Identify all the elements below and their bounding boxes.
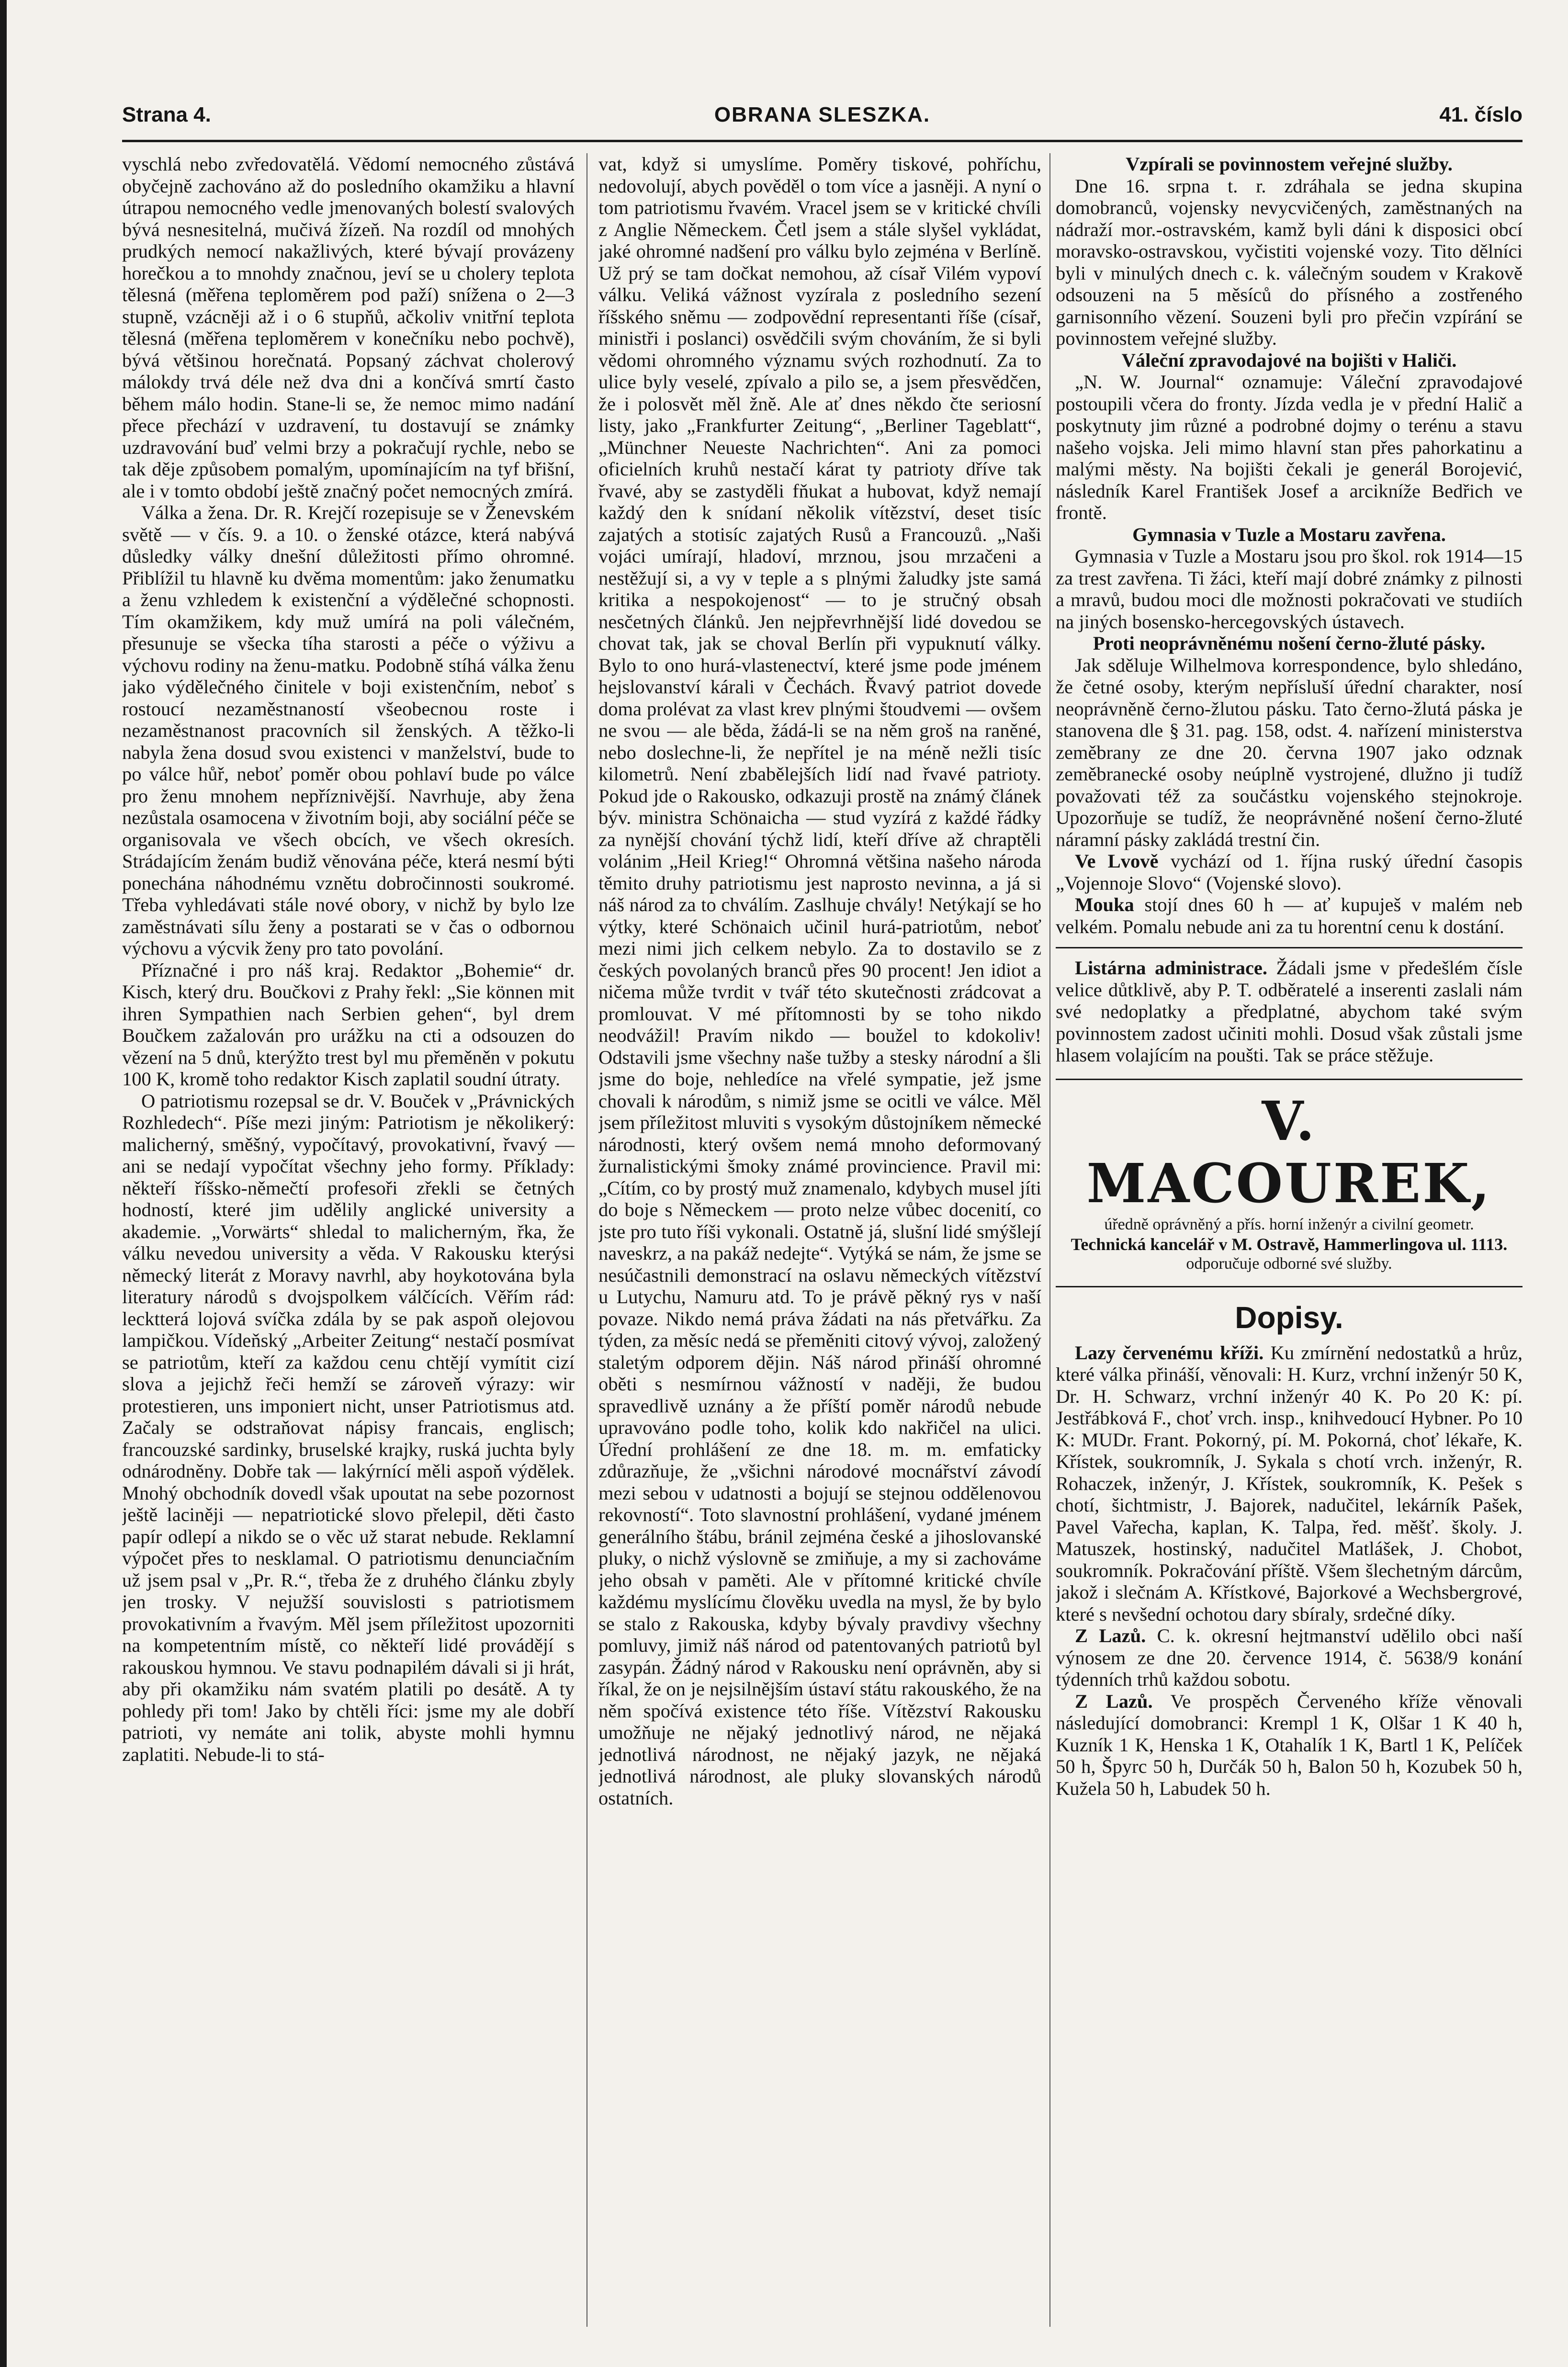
article-title: Váleční zpravodajové na bojišti v Haliči. (1121, 349, 1457, 371)
column-right (1056, 153, 1523, 2336)
article-valka-a-zena: Válka a žena. Dr. R. Krejčí rozepisuje se v Ženevském světě — v čís. 9. a 10. o ženské otázce, která nabývá důsledky války dnešní důležitosti přímo ohromné. Přiblížil tu hlavně ku dvěma momentům: jako ženumatku a ženu vzhledem k existenční a výdělečné schopnosti. Tím okamžikem, kdy muž umírá na poli válečném, přesunuje se všecka tíha starosti a péče o výživu a výchovu rodiny na ženu-matku. Podobně stíhá válka ženu jako výdělečného činitele v boji existenčním, neboť s rostoucí nezaměstnaností všeobecnou roste i nezaměstnanost pracovních sil ženských. A těžko-li nabyla žena dosud svou existenci v manželství, bude to po válce hůř, neboť poměr obou pohlaví bude po válce pro ženu mnohem nepříznivější. Navrhuje, aby žena nezůstala osamocena v životním boji, aby sociální péče se organisovala ve všech obcích, ve všech okresích. Strádajícím ženám budiž věnována péče, která nesmí býti ponechána náhodnému vznětu dobročinnosti soukromé. Třeba vyhledávati stále nové obory, v nichž by bylo lze zaměstnávati sílu ženy a postarati se v čas o odbornou výchovu a výcvik ženy pro tato povolání. (122, 502, 575, 959)
issue-number: 41. číslo (1439, 103, 1523, 126)
short-news-title: Ve Lvově (1075, 850, 1159, 872)
advertiser-name: V. MACOUREK, (1086, 1090, 1492, 1215)
letter-title: Z Lazů. (1075, 1690, 1153, 1712)
short-news-title: Mouka (1075, 894, 1134, 915)
article-title: Proti neoprávněnému nošení černo-žluté pásky. (1093, 632, 1486, 654)
article-body: Dne 16. srpna t. r. zdráhala se jedna skupina domobranců, vojensky nevycvičených, zaměstnaných na nádraží mor.-ostravském, kamž byli dáni k disposici obcí moravsko-ostravskou, vyčistiti vojenské vozy. Tito dělníci byli v minulých dnech c. k. válečným soudem v Krakově odsouzeni na 5 měsíců do přísného a zostřeného garnisonního vězení. Souzeni byli pro přečin vzpírání se povinnostem veřejné služby. (1056, 175, 1523, 349)
advertiser-title: úředně oprávněný a přís. horní inženýr a civilní geometr. (1104, 1215, 1474, 1233)
column-middle (598, 153, 1041, 2336)
article-cholera-continued: vyschlá nebo zvředovatělá. Vědomí nemocného zůstává obyčejně zachováno až do posledního okamžiku a hlavní útrapou nemocného vedle jmenovaných bolestí svalových bývá nesnesitelná, mučivá žízeň. Na rozdíl od mnohých prudkých nemocí nakažlivých, které bývají provázeny horečkou a to mnohdy značnou, jeví se u cholery teplota tělesná (měřena teploměrem pod paží) snížena o 2—3 stupně, vzácněji až i o 6 stupňů, ačkoliv vnitřní teplota tělesná (měřena teploměrem v konečníku nebo pochvě), bývá většinou horečnatá. Popsaný záchvat cholerový málokdy trvá déle než dva dni a končívá smrtí často během málo hodin. Stane-li se, že nemoc mimo nadání přece přechází v uzdravení, tu dostavují se známky uzdravování buď velmi brzy a pokračují rychle, nebo se tak děje způsobem pomalým, upomínajícím na tyf břišní, ale i v tomto období ještě značný počet nemocných zmírá. (122, 153, 575, 502)
letter-text: Ku zmírnění nedostatků a hrůz, které válka přináší, věnovali: H. Kurz, vrchní inženýr 50 K, Dr. H. Schwarz, vrchní inženýr 40 K. Po 20 K: pí. Jestřábková F., choť vrch. insp., knihvedoucí Hybner. Po 10 K: MUDr. Frant. Pokorný, pí. M. Pokorná, choť lékaře, K. Křístek, soukromník, J. Sykala s chotí vrch. inženýr, R. Rohaczek, inženýr, J. Křístek, soukromník, K. Pešek s chotí, šichtmistr, J. Bajorek, nadučitel, lekárník Pašek, Pavel Vařecha, kaplan, K. Talpa, řed. měšť. školy. J. Matuszek, hostinský, nadučitel Matlášek, J. Chobot, soukromník. Pokračování příště. Všem šlechetným dárcům, jakož i slečnám A. Křístkové, Bajorkové a Wechsbergrové, které s nevšední ochotou dary sbíraly, srdečné díky. (1056, 1341, 1523, 1625)
notice-text: Žádali jsme v předešlém čísle velice důtklivě, aby P. T. odběratelé a inserenti zaslali nám své nedoplatky a předplatné, abychom také svým povinnostem zadost učiniti mohli. Dosud však zůstali jsme hlasem volajícím na poušti. Tak se práce stěžuje. (1056, 957, 1523, 1066)
article-priznacne: Příznačné i pro náš kraj. Redaktor „Bohemie“ dr. Kisch, který dru. Boučkovi z Prahy řekl: „Sie können mit ihren Sympathien nach Serbien gehen“, byl drem Boučkem zažalován pro urážku na cti a odsouzen do vězení na 5 dnů, kterýžto trest byl mu přeměněn v pokutu 100 K, kromě toho redaktor Kisch zaplatil soudní útraty. (122, 959, 575, 1090)
advertiser-services: odporučuje odborné své služby. (1186, 1254, 1392, 1273)
article-o-patriotismu: O patriotismu rozepsal se dr. V. Bouček v „Právnických Rozhledech“. Píše mezi jiným: Patriotism je několikerý: malicherný, směšný, vypočítavý, provokativní, řvavý — ani se nedají vypočítat všechny jeho formy. Příklady: někteří říšsko-němečtí profesoři zřekli se četných hodností, které jim udělily anglické university a akademie. „Vorwärts“ shledal to malicherným, řka, že válku nevedou university a věda. V Rakousku kterýsi německý literát z Moravy navrhl, aby hoykotována byla literatury národů s dvojspolkem válčících. Věřím rád: lecktterá lojová svíčka zdála by se pak aspoň olejovou lampičkou. Vídeňský „Arbeiter Zeitung“ nestačí posmívat se patriotům, kteří za každou cenu chtějí vymítit cizí slova a jejichž řeči hemží se zároveň výrazy: wir protestieren, uns imponiert nicht, unser Patriotismus atd. Začaly se odstraňovat nápisy francais, englisch; francouzské sardinky, bruselské krajky, ruská juchta byly odnárodněny. Dobře tak — lakýrnící měli aspoň výdělek. Mnohý obchodník dovedl však upoutat na sebe pozornost ještě laciněji — nepatriotické slovo přelepil, děti často papír odlepí a nikdo se o věc už starat nebude. Reklamní výpočet přes to nesklamal. O patriotismu denunciačním už jsem psal v „Pr. R.“, třeba že z druhého článku zbyly jen trosky. V nejužší souvislosti s patriotismem provokativním a řvavým. Měl jsem příležitost upozorniti na kompetentním místě, co někteří lidé provádějí s rakouskou hymnou. Ve stavu podnapilém dávali si ji hrát, aby při okamžiku nám svatém platili po desátě. A ty pohledy při tom! Jako by chtěli říci: jsme my ale dobří patrioti, vy nemáte ani tolik, abyste mohli hymnu zaplatiti. Nebude-li to stá- (122, 1090, 575, 1765)
short-news-mouka (1056, 894, 1523, 937)
short-news-lvov (1056, 850, 1523, 894)
letter-item (1056, 1342, 1523, 1625)
article-title: Vzpírali se povinnostem veřejné služby. (1126, 153, 1453, 175)
newspaper-title: OBRANA SLESZKA. (714, 103, 931, 126)
page-header (122, 103, 1523, 136)
article-body: Gymnasia v Tuzle a Mostaru jsou pro škol. rok 1914—15 za trest zavřena. Ti žáci, kteří mají dobré známky z pilnosti a mravů, budou moci dle možnosti pokračovati ve studiích na jiných bosensko-hercegovských ústavech. (1056, 545, 1523, 632)
letter-text: Ve prospěch Červeného kříže věnovali následující domobranci: Krempl 1 K, Olšar 1 K 40 h, Kuzník 1 K, Henska 1 K, Otahalík 1 K, Bartl 1 K, Pelíček 50 h, Špyrc 50 h, Durčák 50 h, Balon 50 h, Kozubek 50 h, Kužela 50 h, Labudek 50 h. (1056, 1690, 1523, 1799)
section-heading-letters: Dopisy. (1235, 1300, 1343, 1335)
column-left (122, 153, 575, 2336)
letter-item (1056, 1691, 1523, 1800)
letter-item (1056, 1625, 1523, 1691)
page-number: Strana 4. (122, 103, 211, 126)
letter-title: Lazy červenému kříži. (1075, 1341, 1264, 1364)
article-title: Gymnasia v Tuzle a Mostaru zavřena. (1132, 523, 1446, 545)
letter-text: C. k. okresní hejtmanství udělilo obci naší výnosem ze dne 20. července 1914, č. 5638/9 konání týdenních trhů každou sobotu. (1056, 1625, 1523, 1690)
short-news-text: vychází od 1. října ruský úřední časopis „Vojennoje Slovo“ (Vojenské slovo). (1056, 850, 1523, 894)
notice-title: Listárna administrace. (1075, 957, 1268, 979)
article-body: „N. W. Journal“ oznamuje: Váleční zpravodajové postoupili včera do fronty. Jízda vedla je v přední Halič a poskytnuty jim různé a podrobné dojmy o terénu a stavu našeho vojska. Jeli mimo hlavní stan přes pahorkatinu a malými městy. Na bojišti čekali je generál Borojević, následník Karel František Josef a arcikníže Bedřich ve frontě. (1056, 371, 1523, 523)
advertiser-office: Technická kancelář v M. Ostravě, Hammerlingova ul. 1113. (1071, 1234, 1508, 1254)
column-divider (1049, 153, 1050, 2327)
section-rule (1056, 947, 1523, 948)
short-news-text: stojí dnes 60 h — ať kupuješ v malém neb velkém. Pomalu nebude ani za tu horentní cenu k dostání. (1056, 894, 1523, 937)
notice-listarna (1056, 957, 1523, 1066)
advertisement-macourek (1056, 1079, 1523, 1287)
letter-title: Z Lazů. (1075, 1625, 1146, 1646)
article-body: Jak sděluje Wilhelmova korrespondence, bylo shledáno, že četné osoby, kterým nepřísluší úřední charakter, nosí neoprávněně černo-žlutou pásku. Tato černo-žlutá páska je stanovena dle § 31. pag. 158, odst. 4. nařízení ministerstva zeměbrany ze dne 20. června 1907 jako odznak zeměbranecké osoby neúplně vystrojené, dlužno ji tudíž považovati též za součástku vojenského stejnokroje. Upozorňuje se tudíž, že neoprávněné nošení černo-žluté náramní pásky zakládá trestní čin. (1056, 654, 1523, 850)
article-patriotismus-continued: vat, když si umyslíme. Poměry tiskové, pohříchu, nedovolují, abych pověděl o tom více a jasněji. A nyní o tom patriotismu řvavém. Vracel jsem se v kritické chvíli z Anglie Německem. Četl jsem a stále slyšel vykládat, jaké ohromné nadšení pro válku bylo zejména v Berlíně. Už prý se tam dočkat nemohou, až císař Vilém vypoví válku. Veliká vážnost vyzírala z posledního sezení říšského sněmu — zodpovědní representanti říše (císař, ministři i poslanci) osvědčili svým chováním, že si byli vědomi ohromného významu svých rozhodnutí. Za to ulice byly veselé, zpívalo a pilo se, a jsem přesvědčen, že i polosvět měl žně. Ale ať dnes někdo čte seriosní listy, jako „Frankfurter Zeitung“, „Berliner Tageblatt“, „Münchner Neueste Nachrichten“. Ani za pomoci oficielních kruhů nestačí kárat ty patrioty dříve tak řvavé, aby se zastyděli fňukat a hubovat, když nemají každý den k snídaní několik vítězství, deset tisíc zajatých a stotisíc zajatých Rusů a Francouzů. „Naši vojáci umírají, hladoví, mrznou, jsou mrzačeni a nestěžují si, a vy v teple a s plnými žaludky jste samá kritika a nespokojenost“ — to je stručný obsah nesčetných článků. Jen nejpřevrhnější lidé dovedou se chovat tak, jak se choval Berlín při vypuknutí války. Bylo to ono hurá-vlastenectví, které jsme pode jménem hejslovanství kárali v Čechách. Řvavý patriot dovede doma prolévat za vlast krev plnými štoudvemi — ovšem ne svou — ale běda, žádá-li se na něm groš na raněné, nebo doslechne-li, že nepřítel je na méně nežli tisíc kilometrů. Není zbabělejších lidí nad řvavé patrioty. Pokud jde o Rakousko, odkazuji prostě na známý článek býv. ministra Schönaicha — stud vyzírá z každé řádky za nynější chování týchž lidí, kteří dříve až chraptěli volánim „Heil Krieg!“ Ohromná většina našeho národa těmito druhy patriotismu jest naprosto nevinna, a já si náš národ za to chválím. Zaslhuje chvály! Netýkají se ho výtky, které Schönaich učinil hurá-patriotům, neboť mezi nimi jich celkem nebylo. Za to dostavilo se z českých povolaných branců přes 90 procent! Jen idiot a ničema může tvrdit v tvář této skutečnosti zrádcovat a promlouvat. V mé přítomnosti by se toho nikdo neodvážil! Pravím nikdo — boužel to kdokoliv! Odstavili jsme všechny naše tužby a stesky národní a šli jsme do boje, nehledíce na vřelé sympatie, jež jsme chovali k národům, s nimiž jsme se ocitli ve válce. Měl jsem příležitost mluviti s vysokým důstojníkem německé národnosti, který ovšem nemá mnoho deformovaný žurnalistickými šmoky známé provincience. Pravil mi: „Cítím, co by prostý muž znamenalo, kdybych musel jíti do boje s Německem — proto nelze vůbec docenití, co jste pro tuto říši vykonali. Ostatně já, slušní lidé smýšlejí naveskrz, a na pakáž nedejte“. Vytýká se nám, že jsme se nesúčastnili demonstrací na oslavu německých vítězství u Lutychu, Namuru atd. To je právě pěkný rys v naší povaze. Nikdo nemá práva žádati na nás přetvářku. Za týden, za měsíc nedá se přeměniti citový vývoj, založený staletým odporem dějin. Náš národ přináší ohromné oběti s nesmírnou vážností v naději, že budou spravedlivě uznány a že příští poměr národů nebude upravováno podle toho, kolik kdo nakřičel na ulici. Úřední prohlášení ze dne 18. m. m. emfaticky zdůrazňuje, že „všichni národové mocnářství závodí mezi sebou v udatnosti a bojují se stejnou oddělenovou rekovností“. Toto slavnostní prohlášení, vydané jménem generálního štábu, bránil zejména české a jihoslovanské pluky, o nichž výslovně se zmiňuje, a my si zachováme jeho obsah v paměti. Ale v přítomné kritické chvíle každému myslícímu člověku uvedla na mysl, že by bylo se stalo z Rakouska, kdyby bývaly pravdivy všechny pomluvy, jimiž náš národ od patentovaných patriotů byl zasypán. Žádný národ v Rakousku není oprávněn, aby si říkal, že on je nejsilnějším ústaví státu rakouského, že na něm spočívá existence této říše. Vítězství Rakousku umožňuje ne nějaký jednotlivý národ, ne nějaká jednotlivá národnost, ne nějaký jazyk, ne nějaká jednotlivá národnost, ale pluky slovanských národů ostatních. (598, 153, 1041, 1809)
header-rule (122, 140, 1523, 142)
